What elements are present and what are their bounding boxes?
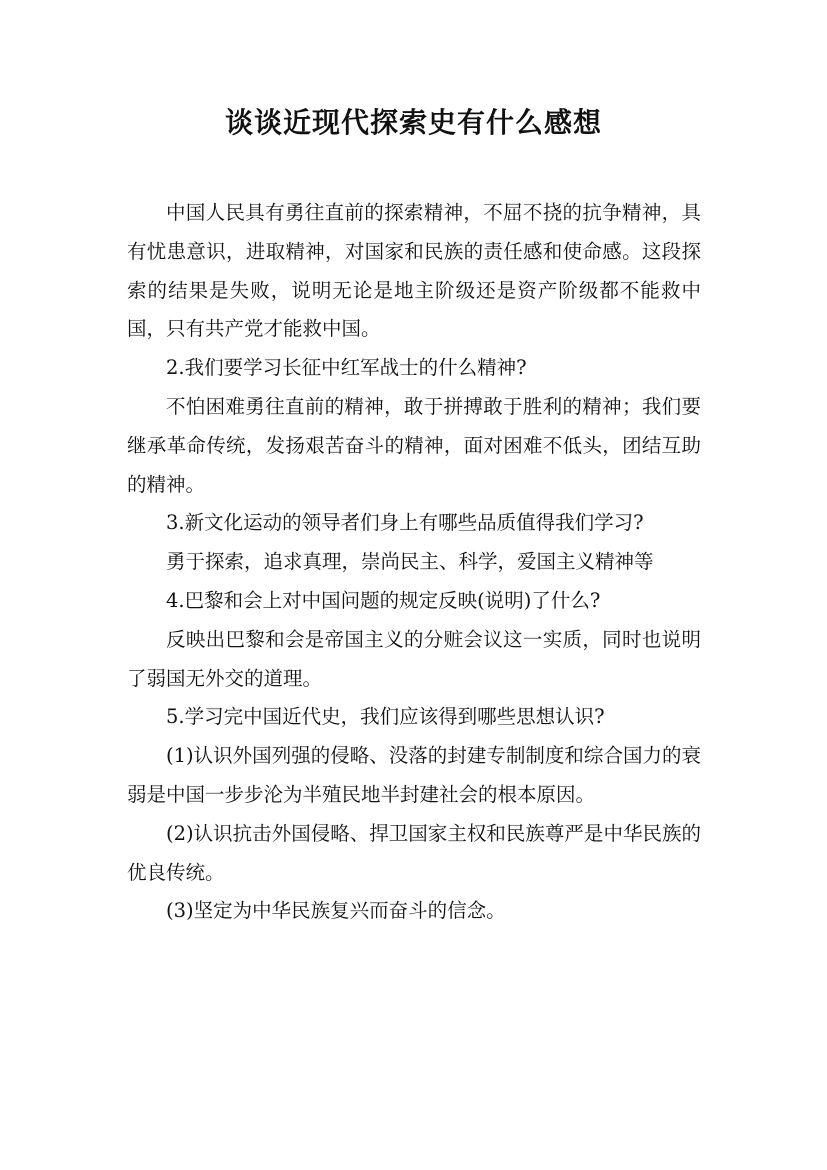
answer-2: 不怕困难勇往直前的精神，敢于拼搏敢于胜利的精神；我们要继承革命传统，发扬艰苦奋斗的精神，面对困难不低头，团结互助的精神。 (127, 394, 701, 496)
question-2: 2.我们要学习长征中红军战士的什么精神? (166, 356, 527, 380)
question-3: 3.新文化运动的领导者们身上有哪些品质值得我们学习? (166, 511, 644, 535)
question-5: 5.学习完中国近代史，我们应该得到哪些思想认识? (166, 705, 605, 729)
answer-5-item-1: (1)认识外国列强的侵略、没落的封建专制制度和综合国力的衰弱是中国一步步沦为半殖民地半封建社会的根本原因。 (127, 744, 701, 806)
answer-4: 反映出巴黎和会是帝国主义的分赃会议这一实质，同时也说明了弱国无外交的道理。 (127, 627, 701, 690)
paragraph-intro: 中国人民具有勇往直前的探索精神，不屈不挠的抗争精神，具有忧患意识，进取精神，对国家和民族的责任感和使命感。这段探索的结果是失败，说明无论是地主阶级还是资产阶级都不能救中国，只有共产党才能救中国。 (127, 201, 701, 341)
question-4: 4.巴黎和会上对中国问题的规定反映(说明)了什么? (166, 588, 601, 612)
answer-5-item-2: (2)认识抗击外国侵略、捍卫国家主权和民族尊严是中华民族的优良传统。 (127, 821, 701, 884)
document-body (127, 194, 701, 931)
answer-5-item-3: (3)坚定为中华民族复兴而奋斗的信念。 (166, 899, 506, 923)
document-title: 谈谈近现代探索史有什么感想 (224, 106, 602, 139)
answer-3: 勇于探索，追求真理，崇尚民主、科学，爱国主义精神等 (166, 550, 654, 574)
